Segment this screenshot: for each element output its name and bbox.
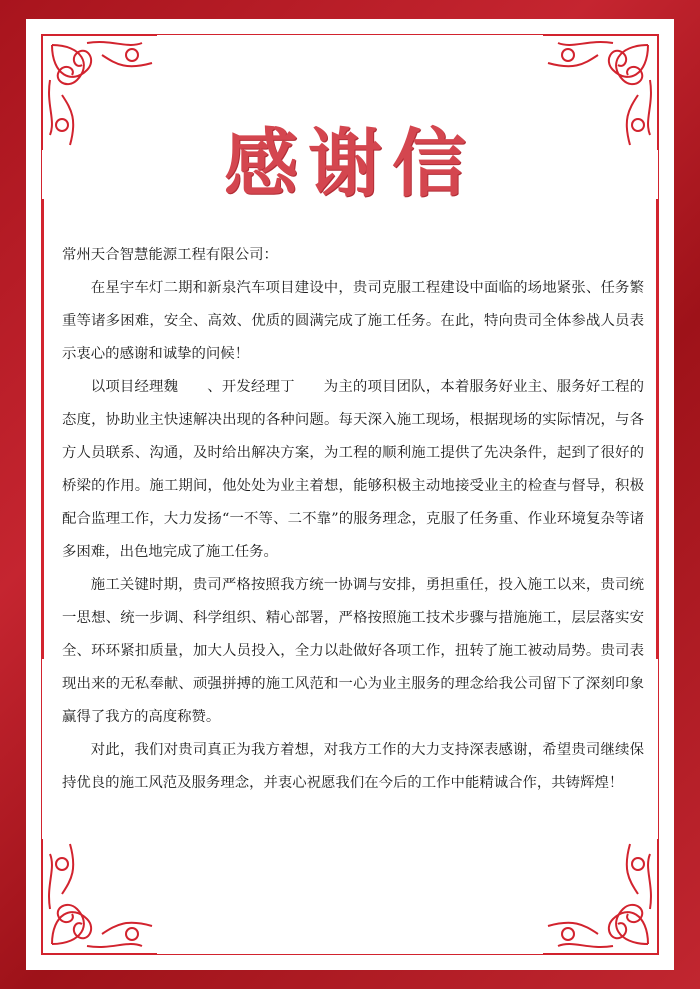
letter-paragraph: 以项目经理魏 、开发经理丁 为主的项目团队，本着服务好业主、服务好工程的态度，协助业主快速解决出现的各种问题。每天深入施工现场，根据现场的实际情况，与各方人员联系、沟通，及时给出解决方案，为工程的顺利施工提供了先决条件，起到了很好的桥梁的作用。施工期间，他处处为业主着想，能够积极主动地接受业主的检查与督导，积极配合监理工作，大力发扬“一不等、二不靠”的服务理念，克服了任务重、作业环境复杂等诸多困难，出色地完成了施工任务。 [62,379,644,560]
letter-paragraph: 施工关键时期，贵司严格按照我方统一协调与安排，勇担重任，投入施工以来，贵司统一思想、统一步调、科学组织、精心部署，严格按照施工技术步骤与措施施工，层层落实安全、环环紧扣质量，加大人员投入，全力以赴做好各项工作，扭转了施工被动局势。贵司表现出来的无私奉献、顽强拼搏的施工风范和一心为业主服务的理念给我公司留下了深刻印象赢得了我方的高度称赞。 [62,577,644,725]
letter-paper [26,19,674,970]
letter-paragraph: 对此，我们对贵司真正为我方着想，对我方工作的大力支持深表感谢，希望贵司继续保持优良的施工风范及服务理念，并衷心祝愿我们在今后的工作中能精诚合作，共铸辉煌！ [62,742,644,791]
letter-body [62,239,644,800]
corner-ornament-icon [32,834,162,964]
letter-salutation: 常州天合智慧能源工程有限公司： [62,247,278,263]
corner-ornament-icon [538,834,668,964]
right-border-line [656,199,659,659]
letter-title: 感谢信 [224,121,476,207]
letter-paragraph: 在星宇车灯二期和新泉汽车项目建设中，贵司克服工程建设中面临的场地紧张、任务繁重等诸多困难，安全、高效、优质的圆满完成了施工任务。在此，特向贵司全体参战人员表示衷心的感谢和诚挚的问候！ [62,280,644,362]
left-border-line [41,199,44,659]
